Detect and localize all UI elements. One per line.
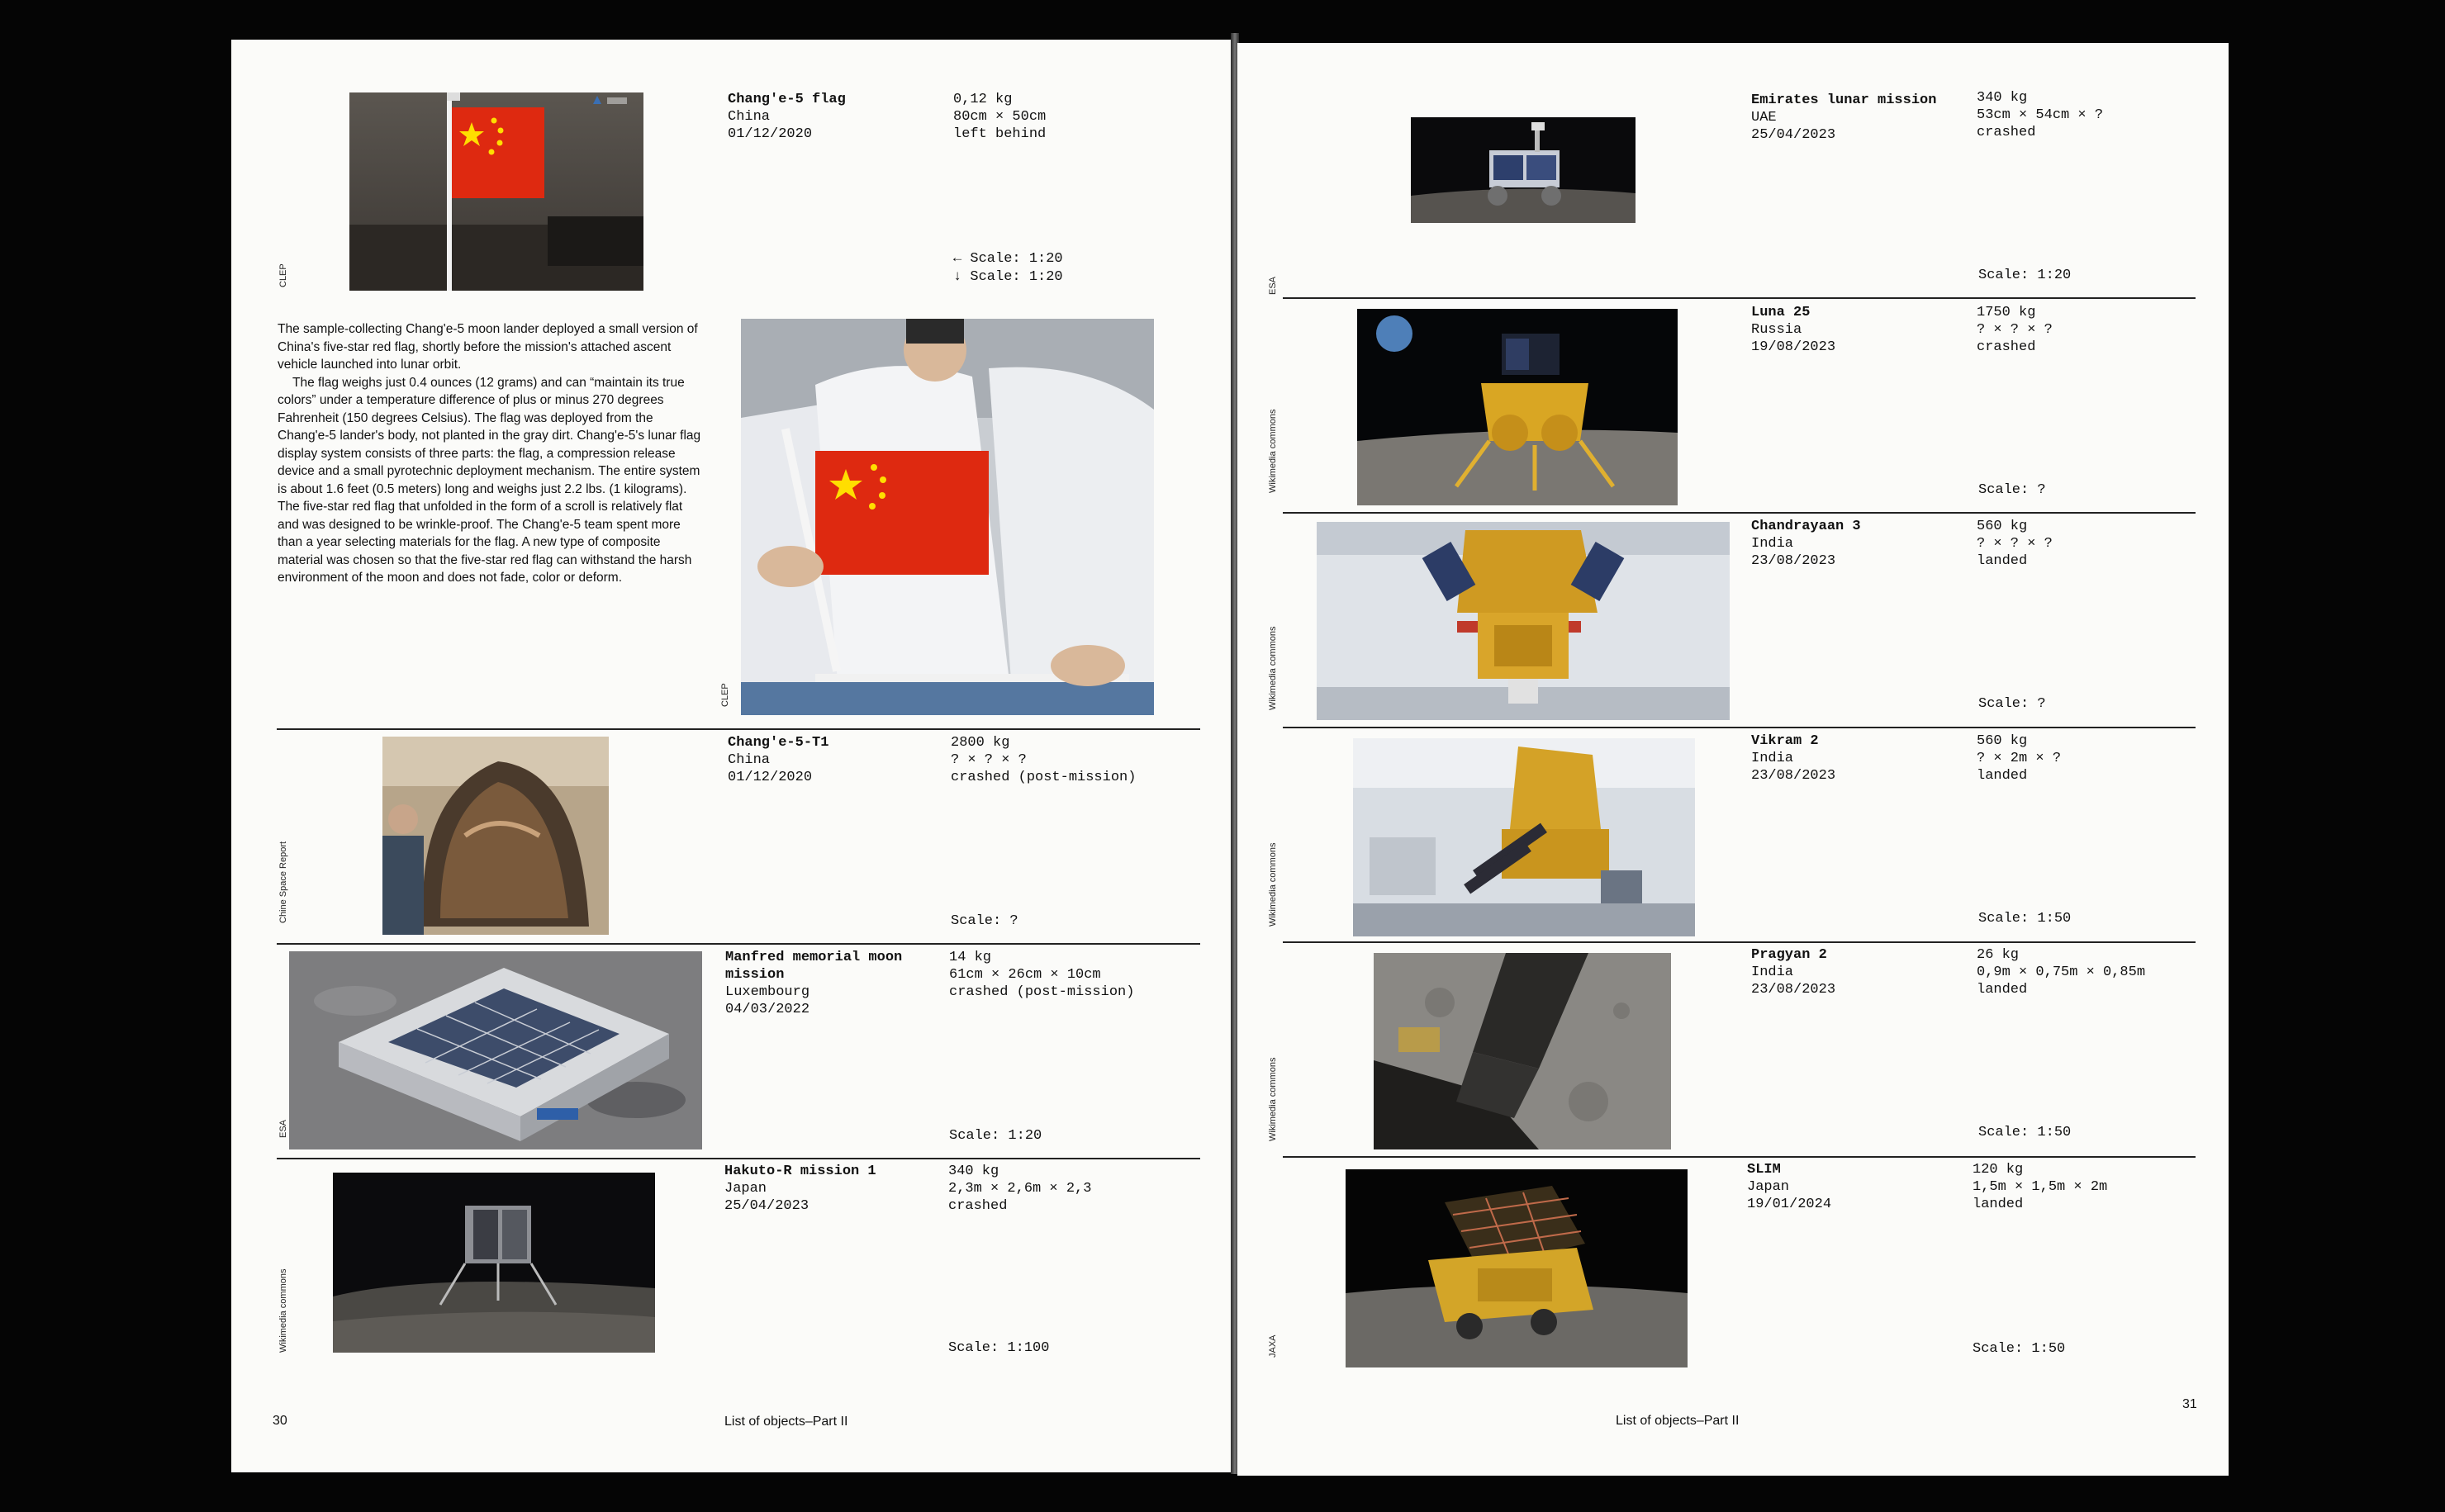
object-country: Russia xyxy=(1751,322,1802,338)
object-weight: 120 kg xyxy=(1973,1162,2024,1178)
entry-scale: Scale: ? xyxy=(1978,696,2046,712)
entry-specs xyxy=(949,949,1134,1001)
section-divider xyxy=(1283,727,2196,728)
luna25-photo xyxy=(1357,309,1678,505)
article-paragraph: The sample-collecting Chang'e-5 moon lander deployed a small version of China's five-star red flag, shortly before the mission's attached ascent vehicle launched into lunar orbit. xyxy=(278,322,698,372)
right-page xyxy=(1237,43,2229,1476)
object-date: 23/08/2023 xyxy=(1751,553,1836,569)
object-title: Chandrayaan 3 xyxy=(1751,519,1861,534)
object-dimensions: ? × ? × ? xyxy=(1977,322,2053,338)
section-divider xyxy=(277,943,1200,945)
running-footer: List of objects–Part II xyxy=(1616,1414,1740,1428)
entry-specs xyxy=(948,1163,1091,1215)
hakuto-r-photo xyxy=(333,1173,655,1353)
entry-specs xyxy=(1977,304,2053,356)
entry-credit: Wikimedia commons xyxy=(1268,842,1278,927)
entry-scale: Scale: 1:20 xyxy=(1978,268,2072,283)
object-dimensions: ? × ? × ? xyxy=(951,752,1027,768)
object-country: UAE xyxy=(1751,110,1777,126)
entry-scale: Scale: ? xyxy=(1978,482,2046,498)
object-title: Manfred memorial moon mission xyxy=(725,950,903,983)
object-status: crashed (post-mission) xyxy=(951,770,1137,785)
object-weight: 26 kg xyxy=(1977,947,2020,963)
section-divider xyxy=(1283,1156,2196,1158)
section-divider xyxy=(1283,512,2196,514)
entry-credit: Chine Space Report xyxy=(278,841,288,923)
entry-scale: Scale: 1:50 xyxy=(1973,1341,2066,1357)
object-date: 19/01/2024 xyxy=(1747,1197,1832,1212)
object-dimensions: ? × ? × ? xyxy=(1977,536,2053,552)
object-weight: 340 kg xyxy=(948,1164,999,1179)
object-title: Hakuto-R mission 1 xyxy=(724,1164,876,1179)
object-dimensions: ? × 2m × ? xyxy=(1977,751,2062,766)
section-divider xyxy=(1283,297,2196,299)
object-date: 25/04/2023 xyxy=(724,1198,809,1214)
object-date: 19/08/2023 xyxy=(1751,339,1836,355)
emirates-rover-photo xyxy=(1411,117,1636,223)
change5-t1-photo xyxy=(382,737,609,935)
object-title: Chang'e-5 flag xyxy=(728,92,846,107)
object-country: India xyxy=(1751,536,1794,552)
entry-info xyxy=(1747,1161,1831,1213)
object-weight: 1750 kg xyxy=(1977,305,2036,320)
object-title: Pragyan 2 xyxy=(1751,947,1827,963)
entry-credit: ESA xyxy=(1268,276,1278,295)
object-country: Japan xyxy=(724,1181,767,1197)
object-dimensions: 1,5m × 1,5m × 2m xyxy=(1973,1179,2108,1195)
object-date: 23/08/2023 xyxy=(1751,982,1836,998)
object-title: Emirates lunar mission xyxy=(1751,92,1937,108)
object-country: China xyxy=(728,109,771,125)
object-title: Vikram 2 xyxy=(1751,733,1819,749)
flag-handling-photo-credit: CLEP xyxy=(720,683,730,707)
object-date: 25/04/2023 xyxy=(1751,127,1836,143)
object-date: 01/12/2020 xyxy=(728,770,813,785)
object-country: Japan xyxy=(1747,1179,1790,1195)
entry-scale: Scale: 1:100 xyxy=(948,1340,1050,1356)
object-weight: 340 kg xyxy=(1977,90,2028,106)
section-divider xyxy=(277,728,1200,730)
chandrayaan3-photo xyxy=(1317,522,1730,720)
change5-flag-info xyxy=(728,91,846,143)
entry-specs xyxy=(1977,89,2103,141)
entry-credit: Wikimedia commons xyxy=(278,1268,288,1353)
object-weight: 0,12 kg xyxy=(953,92,1013,107)
left-page xyxy=(231,40,1231,1472)
object-date: 23/08/2023 xyxy=(1751,768,1836,784)
object-status: landed xyxy=(1973,1197,2024,1212)
scale-vertical: ↓ Scale: 1:20 xyxy=(953,269,1063,285)
flag-photo-credit: CLEP xyxy=(278,263,288,287)
object-dimensions: 53cm × 54cm × ? xyxy=(1977,107,2104,123)
section-divider xyxy=(277,1158,1200,1159)
object-status: crashed xyxy=(1977,125,2036,140)
section-divider xyxy=(1283,941,2196,943)
object-status: landed xyxy=(1977,553,2028,569)
object-title: Luna 25 xyxy=(1751,305,1811,320)
entry-scale: Scale: 1:20 xyxy=(949,1128,1042,1144)
flag-handling-photo xyxy=(741,319,1154,715)
entry-scale: Scale: ? xyxy=(951,913,1018,929)
entry-info xyxy=(1751,518,1861,570)
manfred-mission-photo xyxy=(289,951,702,1149)
object-status: crashed xyxy=(948,1198,1008,1214)
object-dimensions: 61cm × 26cm × 10cm xyxy=(949,967,1101,983)
entry-credit: Wikimedia commons xyxy=(1268,409,1278,493)
entry-specs xyxy=(951,734,1136,786)
entry-info xyxy=(1751,946,1835,998)
entry-credit: JAXA xyxy=(1268,1334,1278,1358)
entry-info xyxy=(724,1163,876,1215)
object-country: Luxembourg xyxy=(725,984,810,1000)
entry-info xyxy=(728,734,828,786)
object-status: landed xyxy=(1977,982,2028,998)
object-status: landed xyxy=(1977,768,2028,784)
entry-credit: ESA xyxy=(278,1119,288,1138)
object-title: SLIM xyxy=(1747,1162,1781,1178)
object-dimensions: 0,9m × 0,75m × 0,85m xyxy=(1977,965,2146,980)
object-dimensions: 80cm × 50cm xyxy=(953,109,1047,125)
entry-credit: Wikimedia commons xyxy=(1268,1057,1278,1141)
object-date: 04/03/2022 xyxy=(725,1002,810,1017)
object-country: India xyxy=(1751,751,1794,766)
object-date: 01/12/2020 xyxy=(728,126,813,142)
object-weight: 14 kg xyxy=(949,950,992,965)
page-number: 31 xyxy=(2182,1397,2197,1411)
object-title: Chang'e-5-T1 xyxy=(728,735,829,751)
pragyan2-photo xyxy=(1374,953,1671,1149)
object-status: crashed xyxy=(1977,339,2036,355)
object-country: China xyxy=(728,752,771,768)
object-dimensions: 2,3m × 2,6m × 2,3 xyxy=(948,1181,1092,1197)
object-country: India xyxy=(1751,965,1794,980)
scale-horizontal: ← Scale: 1:20 xyxy=(953,251,1063,267)
change5-flag-photo xyxy=(349,92,643,291)
article-paragraph: The flag weighs just 0.4 ounces (12 grams) and can “maintain its true colors” under a temperature difference of plus or minus 270 degrees Fahrenheit (150 degrees Celsius). The flag was deployed from the Chang'e-5 lander's body, not planted in the gray dirt. Chang'e-5's lunar flag display system consists of three parts: the flag, a compression release device and a small pyrotechnic deployment mechanism. The entire system is about 1.6 feet (0.5 meters) long and weighs just 2.2 lbs. (1 kilograms). The five-star red flag that unfolded in the form of a scroll is relatively flat and was designed to be wrinkle-proof. The Chang'e-5 team spent more than a year selecting materials for the flag. A new type of composite material was chosen so that the five-star red flag can withstand the harsh environment of the moon and does not fade, color or deform. xyxy=(278,375,701,585)
page-number: 30 xyxy=(273,1414,287,1428)
object-status: left behind xyxy=(953,126,1047,142)
object-weight: 560 kg xyxy=(1977,519,2028,534)
object-weight: 2800 kg xyxy=(951,735,1010,751)
entry-scale: Scale: 1:50 xyxy=(1978,1125,2072,1140)
change5-flag-specs xyxy=(953,91,1046,143)
running-footer: List of objects–Part II xyxy=(724,1415,848,1429)
object-weight: 560 kg xyxy=(1977,733,2028,749)
entry-scale: Scale: 1:50 xyxy=(1978,911,2072,927)
slim-lander-photo xyxy=(1346,1169,1688,1367)
entry-specs xyxy=(1977,732,2061,784)
object-status: crashed (post-mission) xyxy=(949,984,1135,1000)
flag-article-text xyxy=(278,320,707,587)
entry-info xyxy=(725,949,932,1018)
entry-credit: Wikimedia commons xyxy=(1268,626,1278,710)
entry-info xyxy=(1751,92,1936,144)
entry-specs xyxy=(1977,946,2145,998)
entry-info xyxy=(1751,304,1835,356)
entry-specs xyxy=(1977,518,2053,570)
entry-info xyxy=(1751,732,1835,784)
entry-specs xyxy=(1973,1161,2107,1213)
vikram2-photo xyxy=(1353,738,1695,936)
